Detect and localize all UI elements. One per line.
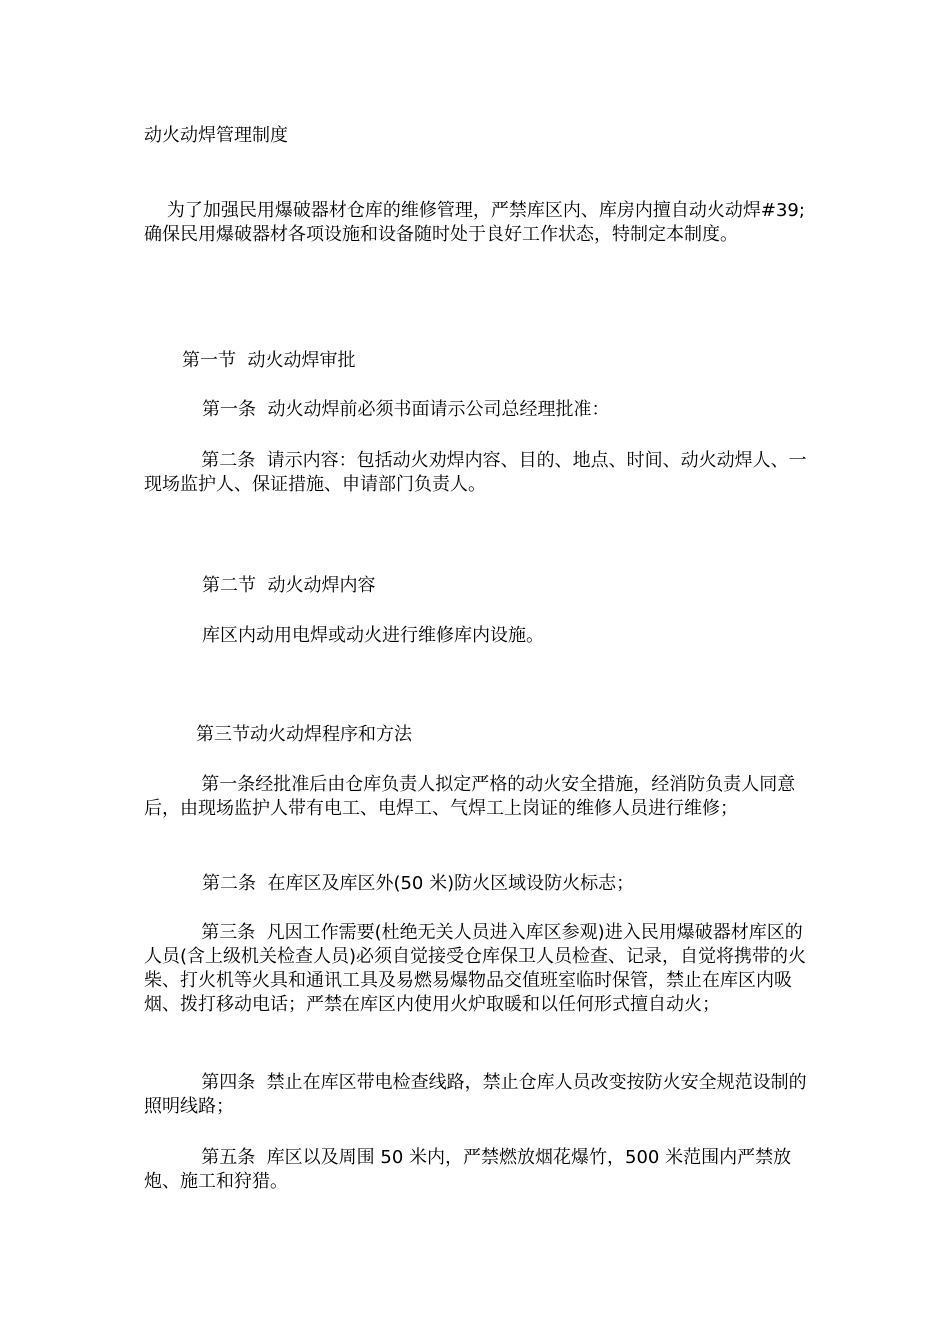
section-1-heading: 第一节 动火动焊审批 [182,350,356,371]
section-3-article-4: 第四条 禁止在库区带电检查线路，禁止仓库人员改变按防火安全规范设制的照明线路； [144,1072,807,1117]
document-title: 动火动焊管理制度 [144,125,288,146]
section-3-article-1: 第一条经批准后由仓库负责人拟定严格的动火安全措施，经消防负责人同意后，由现场监护人带有电工、电焊工、气焊工上岗证的维修人员进行维修； [144,774,796,819]
section-3-heading: 第三节动火动焊程序和方法 [196,724,412,745]
section-1-article-1: 第一条 动火动焊前必须书面请示公司总经理批准： [202,399,610,420]
section-1-article-2: 第二条 请示内容：包括动火劝焊内容、目的、地点、时间、动火动焊人、一现场监护人、保证措施、申请部门负责人。 [144,450,807,495]
section-3-article-2: 第二条 在库区及库区外(50 米)防火区域设防火标志； [202,873,635,894]
intro-paragraph: 为了加强民用爆破器材仓库的维修管理，严禁库区内、库房内擅自动火动焊#39;确保民用爆破器材各项设施和设备随时处于良好工作状态，特制定本制度。 [144,200,805,245]
section-3-article-3: 第三条 凡因工作需要(杜绝无关人员进入库区参观)进入民用爆破器材库区的人员(含上级机关检查人员)必须自觉接受仓库保卫人员检查、记录，自觉将携带的火柴、打火机等火具和通讯工具及易燃易爆物品交值班室临时保管，禁止在库区内吸烟、拨打移动电话；严禁在库区内使用火炉取暖和以任何形式擅自动火； [144,922,807,1015]
section-2-heading: 第二节 动火动焊内容 [202,575,376,596]
section-2-paragraph: 库区内动用电焊或动火进行维修库内设施。 [202,625,544,646]
section-3-article-5: 第五条 库区以及周围 50 米内，严禁燃放烟花爆竹，500 米范围内严禁放炮、施工和狩猎。 [144,1147,792,1192]
